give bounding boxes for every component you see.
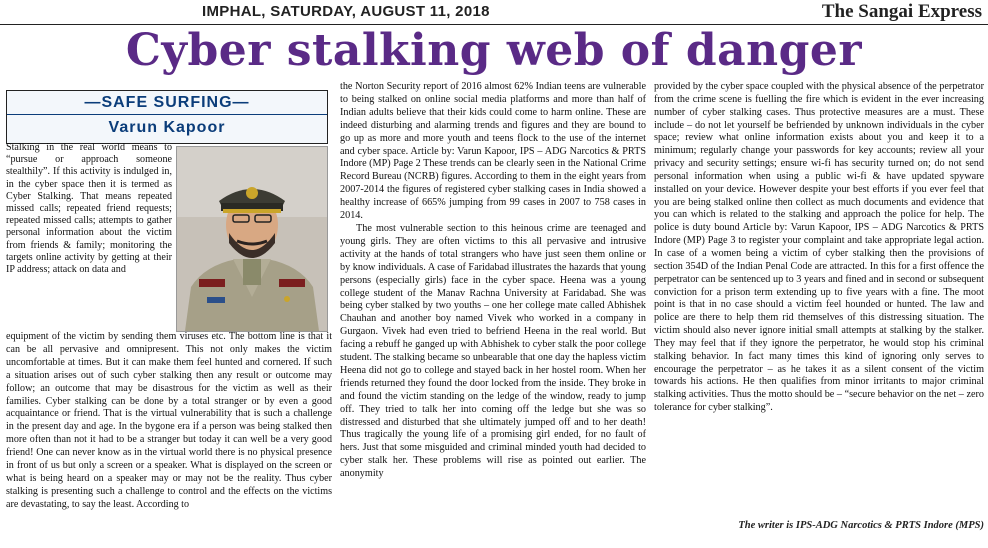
kicker: —SAFE SURFING— (7, 92, 327, 115)
masthead (0, 0, 988, 25)
author-photo (176, 146, 328, 332)
column-1-top (6, 142, 172, 332)
headline: Cyber stalking web of danger (125, 25, 863, 76)
column-1-bottom (6, 331, 332, 537)
author-note: The writer is IPS-ADG Narcotics & PRTS Indore (MPS) (738, 520, 984, 531)
column-2-paragraph-2: The most vulnerable section to this heinous crime are teenaged and young girls. They are often victims to this all pervasive and intrusive activity at the hands of total strangers who have just seen them online or by know individuals. A case of Faridabad illustrates the hazards that young persons (especially girls) face in the cyber space. Heena was a young college student of the Manav Rachna University at Faridabad. She was being cyber stalked by two youths – one her college mate called Abhishek Chauhan and another boy named Vivek who worked in a company in Gurgaon. Vivek had even tried to befriend Heena in the real world. But facing a rebuff he ganged up with Abhishek to cyber stalk the poor college student. The stalking became so unbearable that one day the hapless victim Heena did not go to college and stayed back in her hostel room. When her friends returned they found the door locked from the inside. They broke in and found the victim standing on the ledge of the window, ready to jump off. They tried to talk her into coming off the ledge but she was so distressed and disturbed that she ultimately jumped off and to her death! Thus tragically the young life of a promising girl ended, for no fault of hers. Just that some misguided and criminal minded youth had decided to cyber stalk her. These problems will rise as pointed out earlier. The anonymity (340, 222, 646, 480)
dateline: IMPHAL, SATURDAY, AUGUST 11, 2018 (202, 3, 490, 20)
kicker-box (6, 90, 328, 144)
column-3-paragraph-1: provided by the cyber space coupled with the physical absence of the perpetrator from the crime scene is fuelling the fire which is evident in the ever increasing number of cyber stalking cases. Thus protective measures are a must. These include – do not let yourself be befriended by unknown individuals in the cyber space; review what online information exists about you and keep it to a minimum; regularly change your passwords for key accounts; review all your privacy and security settings; ensure wi-fi has security turned on; do not send personal information when using a public wi-fi & have updated spyware installed on your device. However despite your best efforts if you ever feel that you are being stalked online then collect as much documents and evidence that you can which is related to the stalking and approach the police for help. The police is duty bound Article by: Varun Kapoor, IPS – ADG Narcotics & PRTS Indore (MP) Page 3 to register your complaint and take appropriate legal action. In case of a women being a victim of cyber stalking then the provisions of section 354D of the Indian Penal Code are attracted. In this for a first offence the perpetrator can be sentenced up to 3 years and fined and in second or subsequent conviction for a prison term extending up to five years with a fine. The moot point is that in no case should a victim feel hounded or hunted. The law and police are there to help them rid themselves of this distressing situation. The victim should also never ignore initial small attempts at stalking by the stalker. They may feel that if they ignore the perpetrator, he would stop his criminal stalking behavior. In fact many times this kind of ignoring only serves to encourage the perpetrator – as he takes it as a silent consent of the victim towards his actions. He then qualifies from minor irritants to major criminal stalking activities. Thus the motto should be – “secure behavior on the net – zero tolerance for cyber stalking”. (654, 81, 984, 414)
column-1-top-text: Stalking in the real world means to “pursue or approach someone stealthily”. If this activity is indulged in, in the cyber space then it is termed as Cyber Stalking. That means repeated missed calls; repeated friend requests; repeated missed calls; attempts to gather personal information about the victim from friends & family; monitoring the targets online activity by getting at their IP address; attack on data and (6, 142, 172, 276)
column-2 (340, 81, 646, 535)
column-1-bottom-text: equipment of the victim by sending them viruses etc. The bottom line is that it can be all pervasive and omnipresent. This not only makes the victim uncomfortable at times. But it can make them feel hunted and cornered. If such a situation arises out of such cyber stalking then any result or outcome may follow; an outcome that may be disastrous for the victim as well as their families. Cyber stalking can be done by a total stranger or by even a good acquaintance or friend. That is the virtual vulnerability that is such a challenge in the present day and age. In the bygone era if a person was being stalked then more often than not it had to be a stranger but today it can well be a very good friend! One can never know as in the virtual world there is no physical presence in front of us but only a screen or a speaker. What is displayed on the screen or what is being heard on a speaker may or may not be the reality. Thus cyber stalking is presenting such a challenge to control and the effects on the victims are devastating, to say the least. According to (6, 331, 332, 510)
newspaper-name: The Sangai Express (821, 1, 982, 22)
column-2-paragraph-1: the Norton Security report of 2016 almost 62% Indian teens are vulnerable to being stalked on online social media platforms and more than half of Indian adults believe that their kids could come to harm online. These are indeed disturbing and alarming trends and figures and they are bound to go up as more and more youth and teens flock to the use of the internet and cyber space. Article by: Varun Kapoor, IPS – ADG Narcotics & PRTS Indore (MP) Page 2 These trends can be clearly seen in the National Crime Record Bureau (NCRB) figures. According to them in the eight years from 2007-2014 the figures of registered cyber stalking cases in India showed a healthy increase of 665% jumping from 99 cases in 2007 to 758 cases in 2014. (340, 81, 646, 222)
police-officer-portrait-icon (177, 147, 327, 331)
column-3 (654, 81, 984, 515)
byline: Varun Kapoor (108, 119, 226, 136)
